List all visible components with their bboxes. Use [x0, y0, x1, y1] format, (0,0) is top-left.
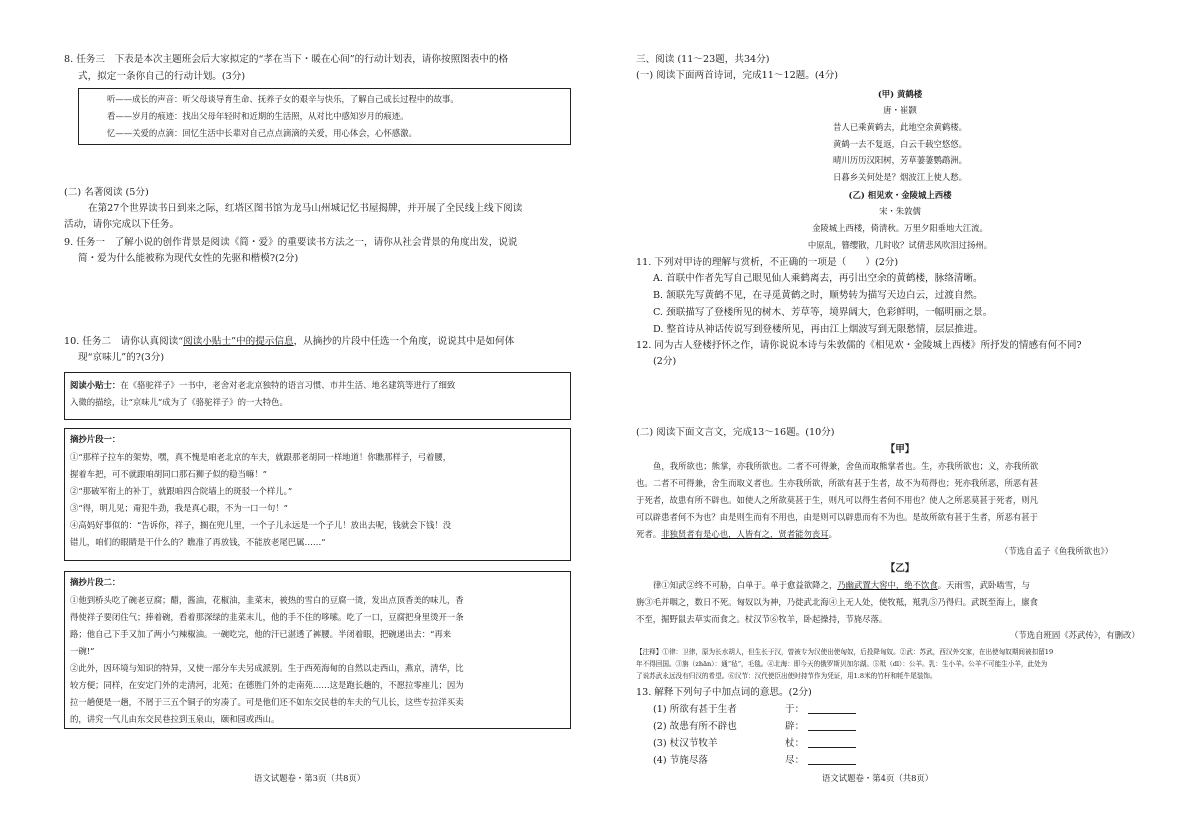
- plan-item-look: 看——岁月的痕迹：找出父母年轻时和近期的生活照，从对比中感知岁月的痕迹。: [107, 111, 409, 121]
- text-b-line1: 律①知武②终不可胁，白单于。单于愈益欲降之，乃幽武置大窖中，绝不饮食。天雨雪，武卧啮雪，与: [653, 580, 1030, 590]
- q10-stem-line2: 现“京味儿”的?(3分): [78, 352, 165, 363]
- action-plan-box: [78, 88, 571, 145]
- excerpt1-line: ②“那破军衔上的补丁，就跟咱四合院墙上的斑驳一个样儿。”: [70, 486, 293, 496]
- text-b-line: 不至，掘野鼠去草实而食之。杖汉节⑥牧羊，卧起操持，节旄尽落。: [636, 614, 888, 624]
- q11-option-c: C. 颈联描写了登楼所见的树木、芳草等，境界阔大，色彩鲜明，一幅明丽之景。: [653, 307, 993, 318]
- text-a-underlined-sentence: 非独贤者有是心也，人皆有之，贤者能勿丧耳: [661, 529, 829, 539]
- q13-item-3: (3) 杖汉节牧羊: [653, 738, 718, 749]
- q13-stem: 13. 解释下列句子中加点词的意思。(2分): [636, 687, 812, 698]
- excerpt1-box: [64, 428, 571, 561]
- q8-stem-line1: 8. 任务三 下表是本次主题班会后大家拟定的“孝在当下・暖在心间”的行动计划表，请你按照图表中的格: [64, 54, 509, 65]
- q11-option-a: A. 首联中作者先写自己眼见仙人乘鹤离去，再引出空余的黄鹤楼，脉络清晰。: [653, 273, 983, 284]
- excerpt1-line: ①“那样子拉车的架势，嘿，真不愧是咱老北京的车夫，就跟那老胡同一样地道！你瞧那样子，弓着腰，: [70, 452, 452, 462]
- poem-b-line: 中原乱，簪缨散，几时收？试倩悲风吹泪过扬州。: [807, 240, 993, 250]
- reading-tip-box: [64, 372, 571, 420]
- page-footer-right: 语文试题卷・第4页（共8页）: [822, 773, 934, 783]
- section3-title: 三、阅读 (11～23题，共34分): [636, 54, 770, 65]
- excerpt1-line: 错儿，咱们的眼睛是干什么的？瞧准了再放钱，不能放老尾巴属……”: [70, 537, 326, 547]
- poem-a-title: (甲) 黄鹤楼: [877, 89, 923, 99]
- q13-item-2: (2) 故患有所不辟也: [653, 721, 737, 732]
- excerpt2-line: 的，讲究一气儿由东交民巷拉到玉泉山，颐和园或西山。: [70, 714, 280, 724]
- excerpt2-box: [64, 571, 571, 729]
- text-a-line: 可以辟患者何不为也？由是则生而有不用也，由是则可以辟患而有不为也。是故所欲有甚于生者，所恶有甚于: [636, 512, 1038, 522]
- notes-line: 了说苏武永远没有归汉的希望。⑥汉节：汉代使臣出使时持节作为凭证，用1.8米的竹杆和牦牛尾装饰。: [636, 672, 937, 680]
- plan-item-listen: 听——成长的声音：听父母谈导育生命、抚养子女的艰辛与快乐，了解自己成长过程中的故事。: [107, 94, 459, 104]
- excerpt1-line: ③“得，明儿见；甭犯牛劲，我是真心眼，不为一口一句！”: [70, 503, 288, 513]
- section3-sub1: (一) 阅读下面两首诗词，完成11～12题。(4分): [636, 70, 839, 81]
- poem-b-title: (乙) 相见欢・金陵城上西楼: [848, 190, 952, 200]
- q9-stem-line2: 简・爱为什么能被称为现代女性的先驱和楷模?(2分): [78, 253, 299, 264]
- poem-a-line: 日暮乡关何处是？烟波江上使人愁。: [833, 172, 967, 182]
- section2-title: (二) 名著阅读 (5分): [64, 187, 149, 198]
- q11-stem: 11. 下列对甲诗的理解与赏析，不正确的一项是（ ）(2分): [636, 257, 899, 268]
- text-a-line: 于死者，故患有所不辟也。如使人之所欲莫甚于生，则凡可以得生者何不用也？使人之所恶莫甚于死者，则凡: [636, 495, 1038, 505]
- q13-item-4: (4) 节旄尽落: [653, 755, 709, 766]
- text-a-last-line: 死者。非独贤者有是心也，人皆有之，贤者能勿丧耳。: [636, 529, 837, 539]
- poem-a-line: 晴川历历汉阳树，芳草萋萋鹦鹉洲。: [833, 155, 967, 165]
- excerpt1-title: 摘抄片段一：: [70, 434, 121, 444]
- section3-sub2: (二) 阅读下面文言文，完成13～16题。(10分): [636, 427, 835, 438]
- plan-item-recall: 忆——关爱的点滴：回忆生活中长辈对自己点点滴滴的关爱，用心体会，心怀感激。: [107, 128, 417, 138]
- right-page: [600, 0, 1200, 822]
- q10-stem-line1: 10. 任务二 请你认真阅读“阅读小贴士”中的提示信息，从摘抄的片段中任选一个角度，说说其中是如何体: [64, 336, 515, 347]
- excerpt2-line: 得使祥子要闭住气；捧着碗，看着那深绿的韭菜末儿，他的手不住的哆嗦。吃了一口，豆腐把身里烫开一条: [70, 612, 464, 622]
- q12-stem-line2: (2分): [653, 356, 677, 367]
- section2-intro-line1: 在第27个世界读书日到来之际，红塔区图书馆为龙马山州城记忆书屋揭牌，并开展了全民线上线下阅读: [88, 203, 523, 214]
- notes-line: 年不得回国。③旃（zhān）：通“毡”，毛毯。④北海：即今天的俄罗斯贝加尔湖。⑤羝（dī）：公羊。乳：生小羊。公羊不可能生小羊，此处为: [636, 660, 1048, 668]
- q13-answer-3: 杖：: [785, 736, 856, 752]
- q11-option-d: D. 整首诗从神话传说写到登楼所见，再由江上烟波写到无限愁情，层层推进。: [653, 324, 984, 335]
- excerpt2-line: 拉一趟便是一趟，不屑于三五个铜子的穷凑了。可是他们还不如东交民巷的车夫的气儿长，这些专拉洋买卖: [70, 697, 464, 707]
- q13-answer-1: 于：: [785, 702, 856, 718]
- q12-stem-line1: 12. 同为古人登楼抒怀之作，请你说说本诗与朱敦儒的《相见欢・金陵城上西楼》所抒发的情感有何不同?: [636, 340, 1082, 351]
- excerpt1-line: 握着车把，可不就跟咱胡同口那石狮子似的稳当嘛！”: [70, 469, 267, 479]
- excerpt2-line: ①他到桥头吃了碗老豆腐；醋，酱油，花椒油，韭菜末，被热的雪白的豆腐一烫，发出点顶香美的味儿，香: [70, 595, 464, 605]
- text-a-label: 【甲】: [885, 444, 915, 455]
- answer-blank[interactable]: [808, 755, 856, 765]
- poem-b-line: 金陵城上西楼，倚清秋。万里夕阳垂地大江流。: [812, 223, 988, 233]
- notes-line: 【注释】①律：卫律，原为长水胡人，但生长于汉，曾被专为汉使出使匈奴，后投降匈奴。②武：苏武，西汉外交家，在出使匈奴期间被扣留19: [636, 648, 1054, 656]
- excerpt2-line: 较方便；同样，在安定门外的走清河，北苑；在德胜门外的走南苑……这是跑长趟的，不愿拉零座儿；因为: [70, 680, 464, 690]
- text-a-line: 也。二者不可得兼，舍生而取义者也。生亦我所欲，所欲有甚于生者，故不为苟得也；死亦我所恶，所恶有甚: [636, 478, 1038, 488]
- excerpt2-line: 一碗!”: [70, 646, 95, 656]
- poem-a-line: 黄鹤一去不复返，白云千载空悠悠。: [833, 139, 967, 149]
- excerpt2-line: ②此外，因环境与知识的特异，又使一部分车夫另成派别。生于西苑海甸的自然以走西山，燕京，清华，比: [70, 663, 464, 673]
- text-b-source: （节选自班固《苏武传》，有删改）: [1010, 630, 1140, 640]
- page-footer-left: 语文试题卷・第3页（共8页）: [254, 773, 366, 783]
- text-a-line: 鱼，我所欲也；熊掌，亦我所欲也。二者不可得兼，舍鱼而取熊掌者也。生，亦我所欲也；义，亦我所欲: [653, 461, 1039, 471]
- text-b-line: 旃③毛并咽之，数日不死。匈奴以为神，乃徙武北海④上无人处，使牧羝，羝乳⑤乃得归。武既至海上，廪食: [636, 597, 1038, 607]
- poem-b-author: 宋・朱敦儒: [879, 206, 921, 216]
- reading-tip-label: 阅读小贴士：: [70, 380, 121, 390]
- text-a-source: （节选自孟子《鱼我所欲也》）: [1000, 546, 1114, 556]
- excerpt1-line: ④高妈好事似的：“告诉你，祥子，搁在兜儿里，一个子儿永远是一个子儿！放出去呢，钱就会下钱！没: [70, 520, 452, 530]
- excerpt2-title: 摘抄片段二：: [70, 577, 121, 587]
- reading-tip-link: 阅读小贴士”中的提示信息: [183, 336, 294, 347]
- answer-blank[interactable]: [808, 704, 856, 714]
- q13-answer-4: 尽：: [785, 753, 856, 769]
- poem-a-line: 昔人已乘黄鹤去，此地空余黄鹤楼。: [833, 122, 967, 132]
- q11-option-b: B. 颔联先写黄鹤不见，在寻觅黄鹤之时，顺势转为描写天边白云，过渡自然。: [653, 290, 983, 301]
- reading-tip-line1: 阅读小贴士：在《骆驼祥子》一书中，老舍对老北京独特的语言习惯、市井生活、地名建筑等进行了细致: [70, 380, 456, 390]
- answer-blank[interactable]: [808, 721, 856, 731]
- reading-tip-line2: 入微的描绘，让“京味儿”成为了《骆驼祥子》的一大特色。: [70, 397, 288, 407]
- q8-stem-line2: 式，拟定一条你自己的行动计划。(3分): [78, 71, 246, 82]
- q13-item-1: (1) 所欲有甚于生者: [653, 704, 737, 715]
- text-b-underlined-sentence: 乃幽武置大窖中，绝不饮食: [837, 580, 938, 590]
- poem-a-author: 唐・崔颢: [883, 105, 917, 115]
- section2-intro-line2: 活动，请你完成以下任务。: [64, 219, 180, 230]
- text-b-label: 【乙】: [885, 563, 915, 574]
- answer-blank[interactable]: [808, 738, 856, 748]
- q13-answer-2: 辟：: [785, 719, 856, 735]
- q9-stem-line1: 9. 任务一 了解小说的创作背景是阅读《简・爱》的重要读书方法之一，请你从社会背景的角度出发，说说: [64, 237, 518, 248]
- excerpt2-line: 路；他自己下手又加了两小勺辣椒油。一碗吃完，他的汗已湛透了裤腰。半闭着眼，把碗递出去：“再来: [70, 629, 452, 639]
